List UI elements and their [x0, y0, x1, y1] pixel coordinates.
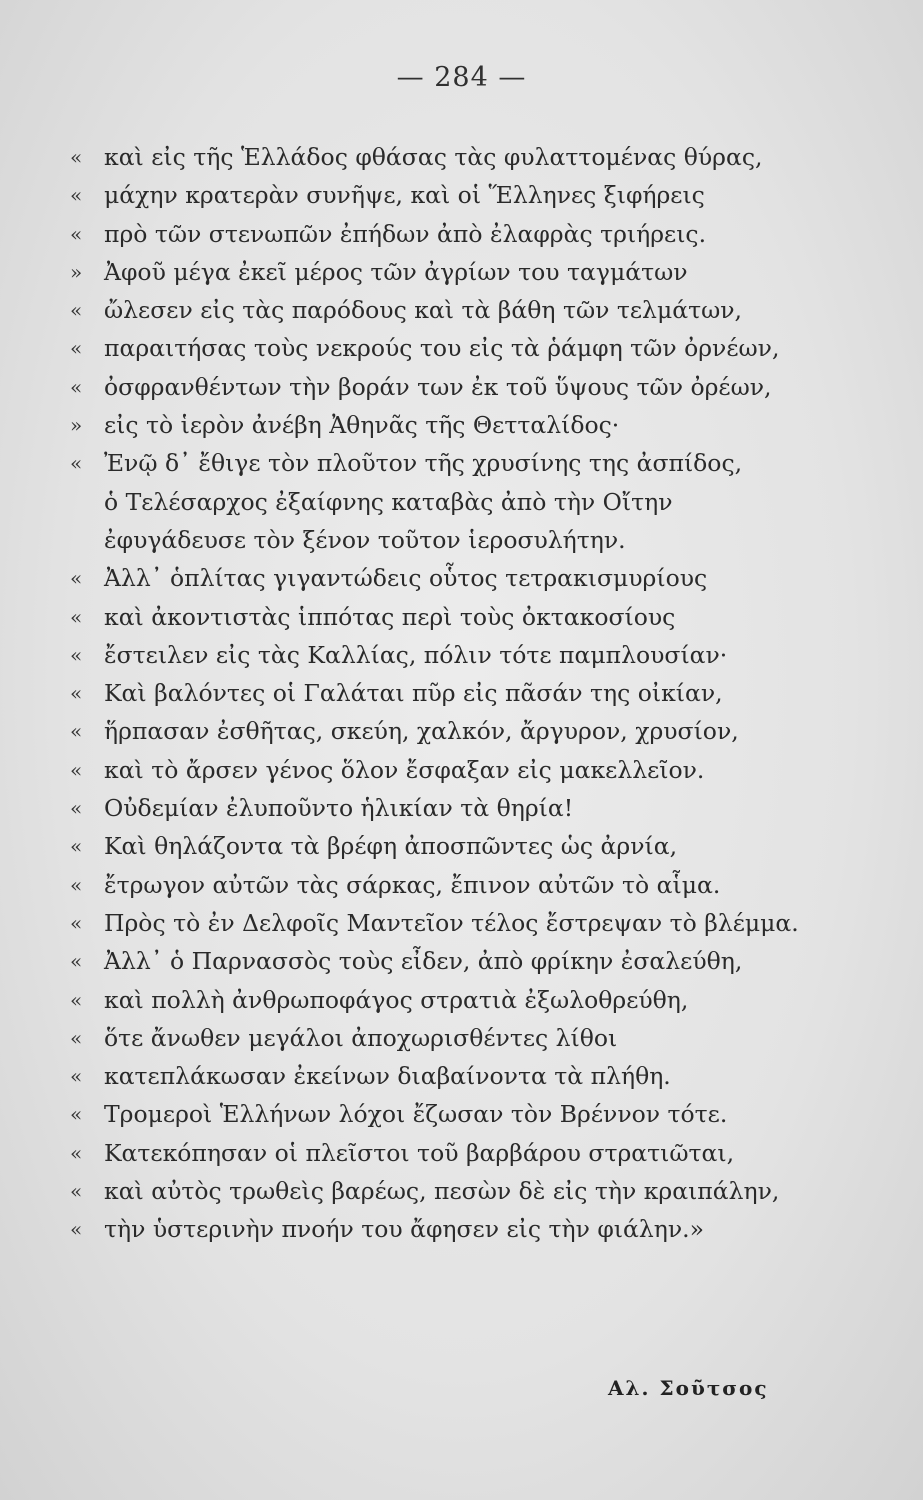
quote-mark: « — [70, 910, 83, 935]
poem-line-text: τὴν ὑστερινὴν πνοήν του ἄφησεν εἰς τὴν φιάλην.» — [104, 1215, 704, 1244]
poem-line — [70, 329, 870, 367]
quote-mark: « — [70, 1025, 83, 1050]
poem-line — [70, 1134, 870, 1172]
poem-line-text: Ἀλλ᾽ ὁπλίτας γιγαντώδεις οὗτος τετρακισμυρίους — [104, 564, 708, 593]
poem-line — [70, 866, 870, 904]
quote-mark: « — [70, 374, 83, 399]
poem-line-text: Ἀλλ᾽ ὁ Παρνασσὸς τοὺς εἶδεν, ἀπὸ φρίκην ἐσαλεύθη, — [104, 947, 743, 976]
poem-line-text: καὶ πολλὴ ἀνθρωποφάγος στρατιὰ ἐξωλοθρεύθη, — [104, 985, 689, 1014]
poem-line — [70, 406, 870, 444]
poem-line — [70, 751, 870, 789]
poem-line — [70, 636, 870, 674]
poem-line-text: παραιτήσας τοὺς νεκρούς του εἰς τὰ ῥάμφη τῶν ὀρνέων, — [104, 334, 780, 363]
poem-line — [70, 521, 870, 559]
poem-line — [70, 483, 870, 521]
quote-mark: « — [70, 949, 83, 974]
poem-line-text: ἔστειλεν εἰς τὰς Καλλίας, πόλιν τότε παμπλουσίαν· — [104, 640, 728, 669]
poem-line-text: καὶ εἰς τῆς Ἑλλάδος φθάσας τὰς φυλαττομένας θύρας, — [104, 143, 763, 171]
poem-line — [70, 1057, 870, 1095]
poem-line-text: Κατεκόπησαν οἱ πλεῖστοι τοῦ βαρβάρου στρατιῶται, — [104, 1138, 735, 1167]
poem-line-text: μάχην κρατερὰν συνῆψε, καὶ οἱ Ἕλληνες ξιφήρεις — [104, 181, 705, 210]
quote-mark: « — [70, 298, 83, 323]
poem-line — [70, 1019, 870, 1057]
poem-line — [70, 215, 870, 253]
poem-line-text: κατεπλάκωσαν ἐκείνων διαβαίνοντα τὰ πλήθη. — [104, 1062, 671, 1091]
poem-line-text: ὅτε ἄνωθεν μεγάλοι ἀποχωρισθέντες λίθοι — [104, 1023, 618, 1052]
poem-line — [70, 1172, 870, 1210]
quote-mark: « — [70, 834, 83, 859]
quote-mark: » — [70, 413, 83, 438]
author-signature: Αλ. Σοῦτσος — [608, 1376, 769, 1400]
poem-line-text: Ἐνῷ δ᾽ ἔθιγε τὸν πλοῦτον τῆς χρυσίνης της ἀσπίδος, — [104, 449, 743, 478]
quote-mark: « — [70, 719, 83, 744]
poem-line-text: Καὶ θηλάζοντα τὰ βρέφη ἀποσπῶντες ὡς ἀρνία, — [104, 832, 678, 861]
poem-line — [70, 368, 870, 406]
poem-line — [70, 176, 870, 214]
poem-line-text: ὤλεσεν εἰς τὰς παρόδους καὶ τὰ βάθη τῶν τελμάτων, — [104, 296, 742, 325]
quote-mark: « — [70, 796, 83, 821]
quote-mark: » — [70, 259, 83, 284]
poem-line-text: ἔτρωγον αὐτῶν τὰς σάρκας, ἔπινον αὐτῶν τὸ αἷμα. — [104, 870, 721, 899]
poem-line-text: Καὶ βαλόντες οἱ Γαλάται πῦρ εἰς πᾶσάν της οἰκίαν, — [104, 679, 723, 708]
quote-mark: « — [70, 757, 83, 782]
poem — [70, 138, 870, 1249]
poem-line-text: πρὸ τῶν στενωπῶν ἐπήδων ἀπὸ ἐλαφρὰς τριήρεις. — [104, 219, 707, 248]
poem-line — [70, 253, 870, 291]
poem-line — [70, 444, 870, 482]
poem-line — [70, 559, 870, 597]
quote-mark: « — [70, 1179, 83, 1204]
poem-line-text: καὶ αὐτὸς τρωθεὶς βαρέως, πεσὼν δὲ εἰς τὴν κραιπάλην, — [104, 1177, 780, 1206]
quote-mark: « — [70, 221, 83, 246]
poem-line — [70, 712, 870, 750]
quote-mark: « — [70, 681, 83, 706]
poem-line-text: καὶ τὸ ἄρσεν γένος ὅλον ἔσφαξαν εἰς μακελλεῖον. — [104, 755, 705, 784]
poem-line-text: καὶ ἀκοντιστὰς ἱππότας περὶ τοὺς ὀκτακοσίους — [104, 602, 676, 631]
poem-line-text: ἐφυγάδευσε τὸν ξένον τοῦτον ἱεροσυλήτην. — [104, 525, 626, 554]
quote-mark: « — [70, 604, 83, 629]
quote-mark: « — [70, 183, 83, 208]
poem-line-text: ἥρπασαν ἐσθῆτας, σκεύη, χαλκόν, ἄργυρον, χρυσίον, — [104, 717, 739, 746]
quote-mark: « — [70, 1217, 83, 1242]
quote-mark: « — [70, 1140, 83, 1165]
poem-line — [70, 827, 870, 865]
poem-line-text: Ἀφοῦ μέγα ἐκεῖ μέρος τῶν ἀγρίων του ταγμάτων — [104, 257, 688, 286]
poem-line — [70, 904, 870, 942]
poem-line — [70, 1095, 870, 1133]
poem-line-text: Τρομεροὶ Ἑλλήνων λόχοι ἔζωσαν τὸν Βρέννον τότε. — [104, 1100, 728, 1129]
quote-mark: « — [70, 336, 83, 361]
poem-line — [70, 138, 870, 176]
quote-mark: « — [70, 987, 83, 1012]
poem-line-text: Πρὸς τὸ ἐν Δελφοῖς Μαντεῖον τέλος ἔστρεψαν τὸ βλέμμα. — [104, 908, 799, 937]
quote-mark: « — [70, 145, 83, 169]
quote-mark: « — [70, 872, 83, 897]
quote-mark: « — [70, 451, 83, 476]
poem-line-text: ὁ Τελέσαρχος ἐξαίφνης καταβὰς ἀπὸ τὴν Οἴτην — [104, 487, 673, 516]
poem-line-text: εἰς τὸ ἱερὸν ἀνέβη Ἀθηνᾶς τῆς Θετταλίδος· — [104, 411, 620, 440]
poem-line-text: ὀσφρανθέντων τὴν βοράν των ἐκ τοῦ ὕψους τῶν ὀρέων, — [104, 372, 772, 401]
poem-line — [70, 1210, 870, 1248]
poem-line — [70, 674, 870, 712]
quote-mark: « — [70, 566, 83, 591]
poem-line — [70, 291, 870, 329]
poem-line-text: Οὐδεμίαν ἐλυποῦντο ἡλικίαν τὰ θηρία! — [104, 794, 574, 823]
poem-line — [70, 789, 870, 827]
poem-line — [70, 942, 870, 980]
quote-mark: « — [70, 1102, 83, 1127]
page-number: — 284 — — [396, 62, 527, 93]
quote-mark: « — [70, 642, 83, 667]
poem-line — [70, 598, 870, 636]
poem-line — [70, 981, 870, 1019]
quote-mark: « — [70, 1064, 83, 1089]
